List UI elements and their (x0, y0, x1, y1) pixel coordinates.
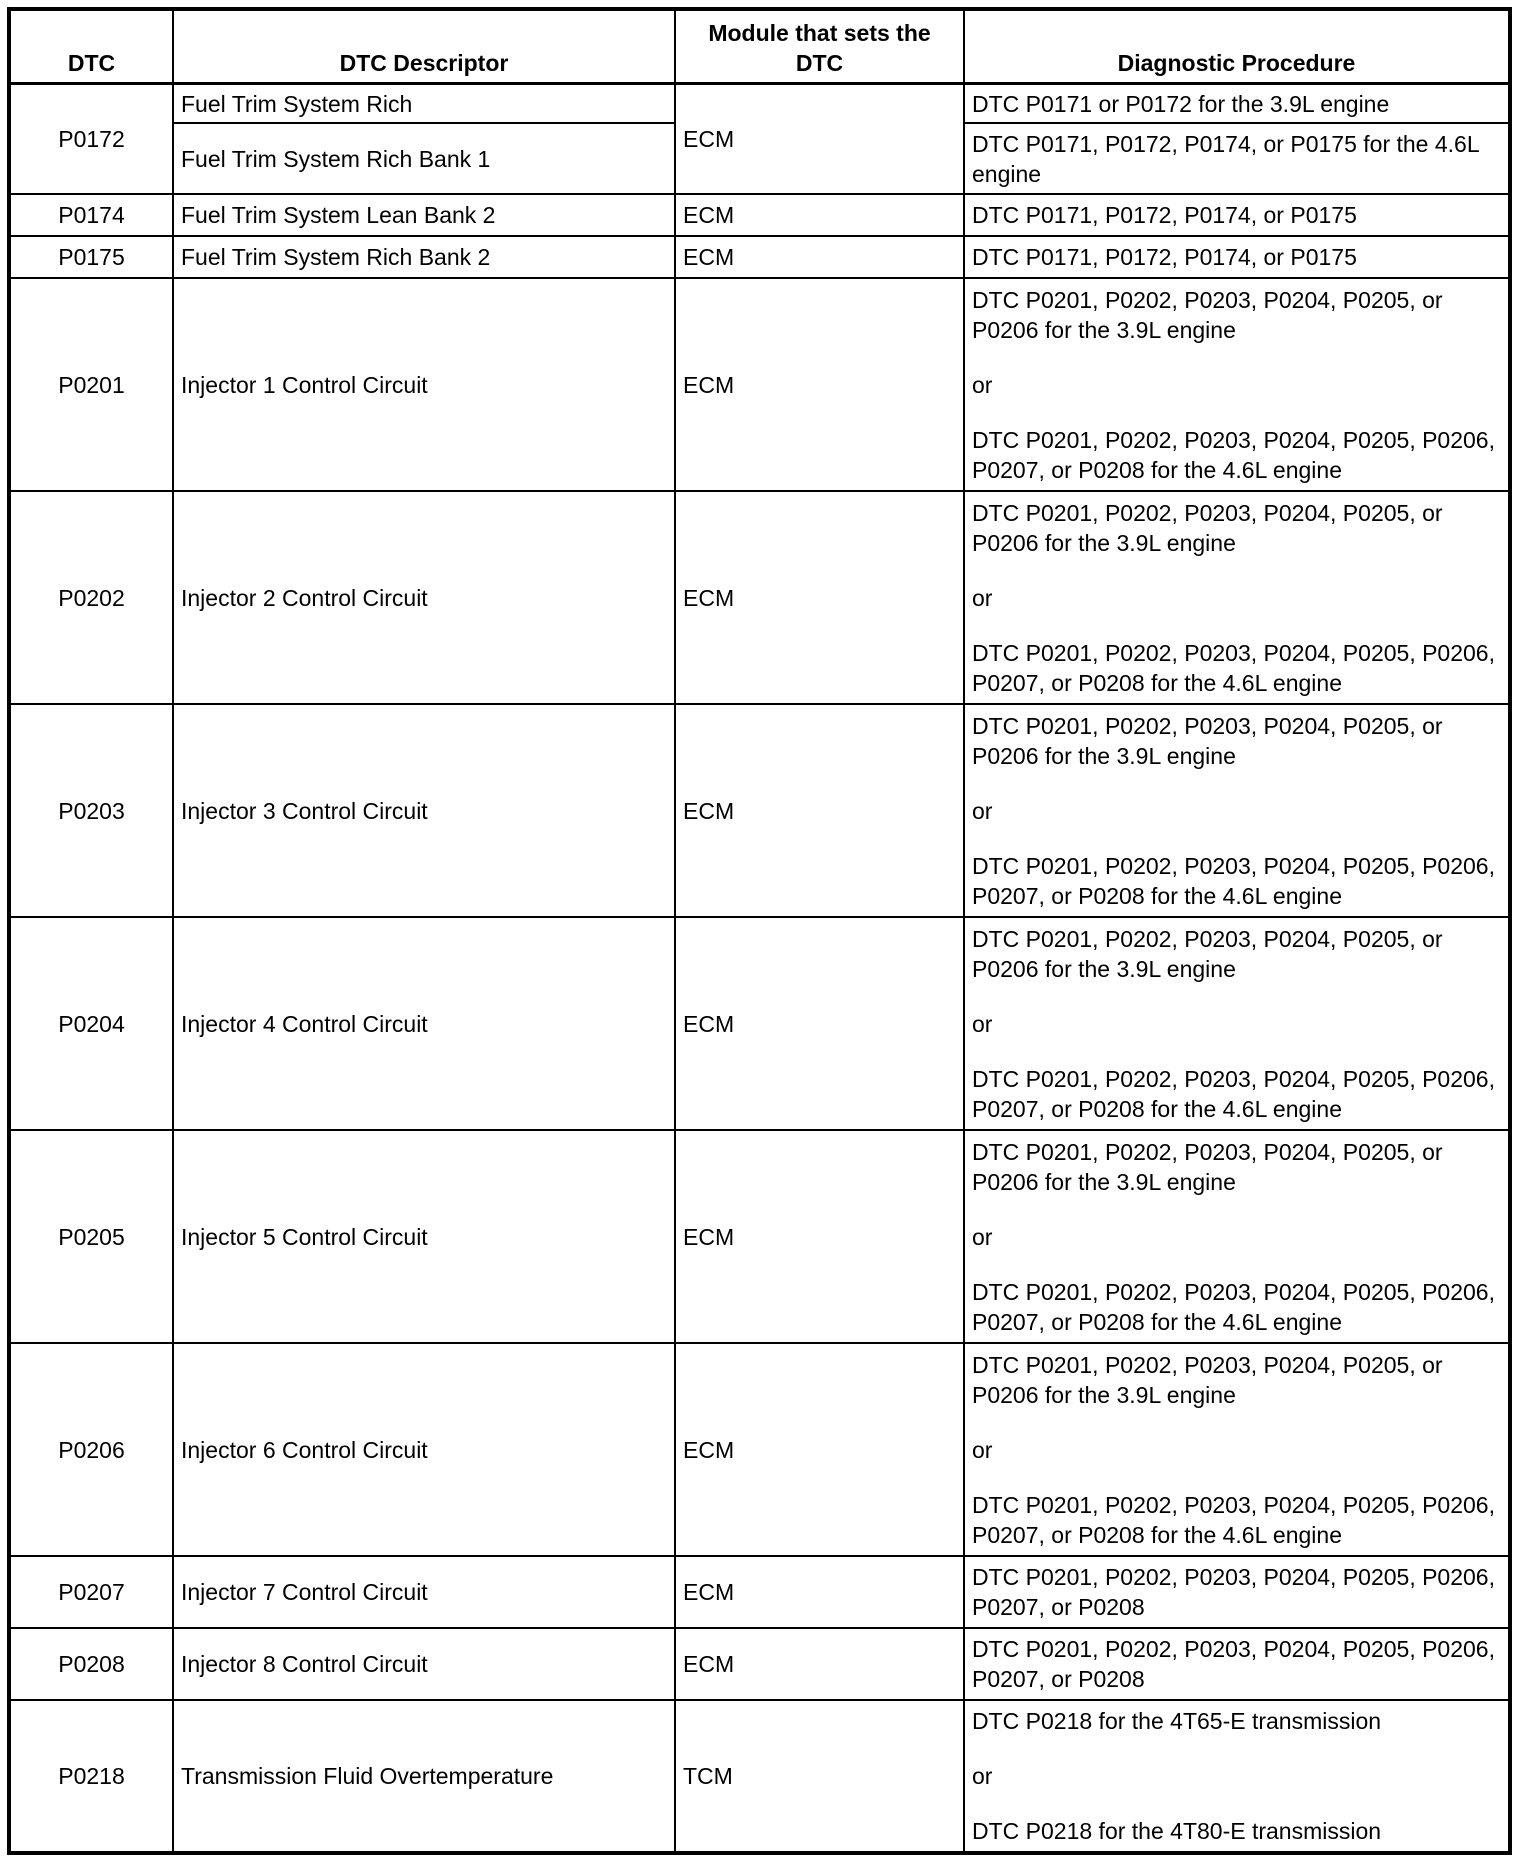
diagnostic-procedure: DTC P0201, P0202, P0203, P0204, P0205, P0206, P0207, or P0208 (964, 1628, 1510, 1700)
dtc-module: ECM (675, 491, 964, 704)
table-header-row (9, 9, 1510, 83)
dtc-code: P0207 (9, 1556, 173, 1628)
procedure-or: or (972, 1763, 993, 1789)
dtc-table (7, 7, 1512, 1855)
dtc-descriptor: Injector 2 Control Circuit (173, 491, 675, 704)
dtc-code: P0218 (9, 1700, 173, 1853)
dtc-code: P0206 (9, 1343, 173, 1556)
dtc-module: ECM (675, 83, 964, 194)
dtc-module: ECM (675, 1343, 964, 1556)
procedure-or: or (972, 1010, 993, 1037)
procedure-4-6l: DTC P0201, P0202, P0203, P0204, P0205, P0206, P0207, or P0208 for the 4.6L engine (972, 1065, 1495, 1122)
dtc-descriptor: Fuel Trim System Rich Bank 2 (173, 236, 675, 278)
dtc-module: ECM (675, 1556, 964, 1628)
diagnostic-procedure: DTC P0201, P0202, P0203, P0204, P0205, P0206, P0207, or P0208 (964, 1556, 1510, 1628)
dtc-code: P0204 (9, 917, 173, 1130)
header-procedure: Diagnostic Procedure (964, 9, 1510, 83)
diagnostic-procedure: DTC P0171, P0172, P0174, or P0175 for the 4.6L engine (964, 123, 1510, 194)
dtc-descriptor: Fuel Trim System Lean Bank 2 (173, 194, 675, 236)
diagnostic-procedure (964, 491, 1510, 704)
table-row (9, 491, 1510, 704)
table-row (9, 83, 1510, 123)
table-row (9, 704, 1510, 917)
dtc-module: ECM (675, 917, 964, 1130)
diagnostic-procedure (964, 278, 1510, 491)
dtc-module: ECM (675, 278, 964, 491)
dtc-code: P0203 (9, 704, 173, 917)
diagnostic-procedure (964, 917, 1510, 1130)
dtc-code: P0208 (9, 1628, 173, 1700)
procedure-4t65e: DTC P0218 for the 4T65-E transmission (972, 1708, 1382, 1734)
procedure-3-9l: DTC P0201, P0202, P0203, P0204, P0205, or P0206 for the 3.9L engine (972, 1351, 1443, 1408)
dtc-descriptor: Injector 7 Control Circuit (173, 1556, 675, 1628)
dtc-module: ECM (675, 236, 964, 278)
dtc-code: P0201 (9, 278, 173, 491)
dtc-descriptor: Transmission Fluid Overtemperature (173, 1700, 675, 1853)
diagnostic-procedure: DTC P0171, P0172, P0174, or P0175 (964, 194, 1510, 236)
procedure-3-9l: DTC P0201, P0202, P0203, P0204, P0205, or P0206 for the 3.9L engine (972, 925, 1443, 982)
procedure-4-6l: DTC P0201, P0202, P0203, P0204, P0205, P0206, P0207, or P0208 for the 4.6L engine (972, 426, 1495, 483)
dtc-code: P0172 (9, 83, 173, 194)
dtc-module: ECM (675, 1130, 964, 1343)
dtc-descriptor: Injector 3 Control Circuit (173, 704, 675, 917)
table-row (9, 1130, 1510, 1343)
dtc-descriptor: Injector 4 Control Circuit (173, 917, 675, 1130)
diagnostic-procedure (964, 704, 1510, 917)
diagnostic-procedure (964, 1130, 1510, 1343)
procedure-3-9l: DTC P0201, P0202, P0203, P0204, P0205, or P0206 for the 3.9L engine (972, 286, 1443, 343)
table-row (9, 1343, 1510, 1556)
procedure-3-9l: DTC P0201, P0202, P0203, P0204, P0205, or P0206 for the 3.9L engine (972, 1138, 1443, 1195)
table-row (9, 236, 1510, 278)
dtc-descriptor: Injector 6 Control Circuit (173, 1343, 675, 1556)
table-row (9, 917, 1510, 1130)
dtc-descriptor: Fuel Trim System Rich Bank 1 (173, 123, 675, 194)
dtc-module: ECM (675, 194, 964, 236)
procedure-or: or (972, 371, 993, 398)
procedure-or: or (972, 1223, 993, 1250)
procedure-or: or (972, 1436, 993, 1463)
procedure-4-6l: DTC P0201, P0202, P0203, P0204, P0205, P0206, P0207, or P0208 for the 4.6L engine (972, 852, 1495, 909)
document-page (7, 7, 1512, 1855)
dtc-code: P0175 (9, 236, 173, 278)
procedure-4-6l: DTC P0201, P0202, P0203, P0204, P0205, P0206, P0207, or P0208 for the 4.6L engine (972, 1491, 1495, 1548)
procedure-or: or (972, 584, 993, 611)
table-row (9, 1628, 1510, 1700)
dtc-module: TCM (675, 1700, 964, 1853)
procedure-3-9l: DTC P0201, P0202, P0203, P0204, P0205, or P0206 for the 3.9L engine (972, 712, 1443, 769)
header-dtc: DTC (9, 9, 173, 83)
table-row (9, 1556, 1510, 1628)
table-row (9, 1700, 1510, 1853)
dtc-descriptor: Injector 8 Control Circuit (173, 1628, 675, 1700)
procedure-4-6l: DTC P0201, P0202, P0203, P0204, P0205, P0206, P0207, or P0208 for the 4.6L engine (972, 639, 1495, 696)
diagnostic-procedure (964, 1343, 1510, 1556)
diagnostic-procedure (964, 1700, 1510, 1853)
header-descriptor: DTC Descriptor (173, 9, 675, 83)
procedure-or: or (972, 797, 993, 824)
dtc-module: ECM (675, 704, 964, 917)
table-row (9, 194, 1510, 236)
diagnostic-procedure: DTC P0171, P0172, P0174, or P0175 (964, 236, 1510, 278)
dtc-code: P0174 (9, 194, 173, 236)
procedure-3-9l: DTC P0201, P0202, P0203, P0204, P0205, or P0206 for the 3.9L engine (972, 499, 1443, 556)
procedure-4t80e: DTC P0218 for the 4T80-E transmission (972, 1818, 1382, 1844)
dtc-module: ECM (675, 1628, 964, 1700)
dtc-code: P0202 (9, 491, 173, 704)
table-row (9, 278, 1510, 491)
header-module: Module that sets the DTC (675, 9, 964, 83)
diagnostic-procedure: DTC P0171 or P0172 for the 3.9L engine (964, 83, 1510, 123)
dtc-descriptor: Fuel Trim System Rich (173, 83, 675, 123)
dtc-descriptor: Injector 5 Control Circuit (173, 1130, 675, 1343)
procedure-4-6l: DTC P0201, P0202, P0203, P0204, P0205, P0206, P0207, or P0208 for the 4.6L engine (972, 1278, 1495, 1335)
dtc-code: P0205 (9, 1130, 173, 1343)
dtc-descriptor: Injector 1 Control Circuit (173, 278, 675, 491)
